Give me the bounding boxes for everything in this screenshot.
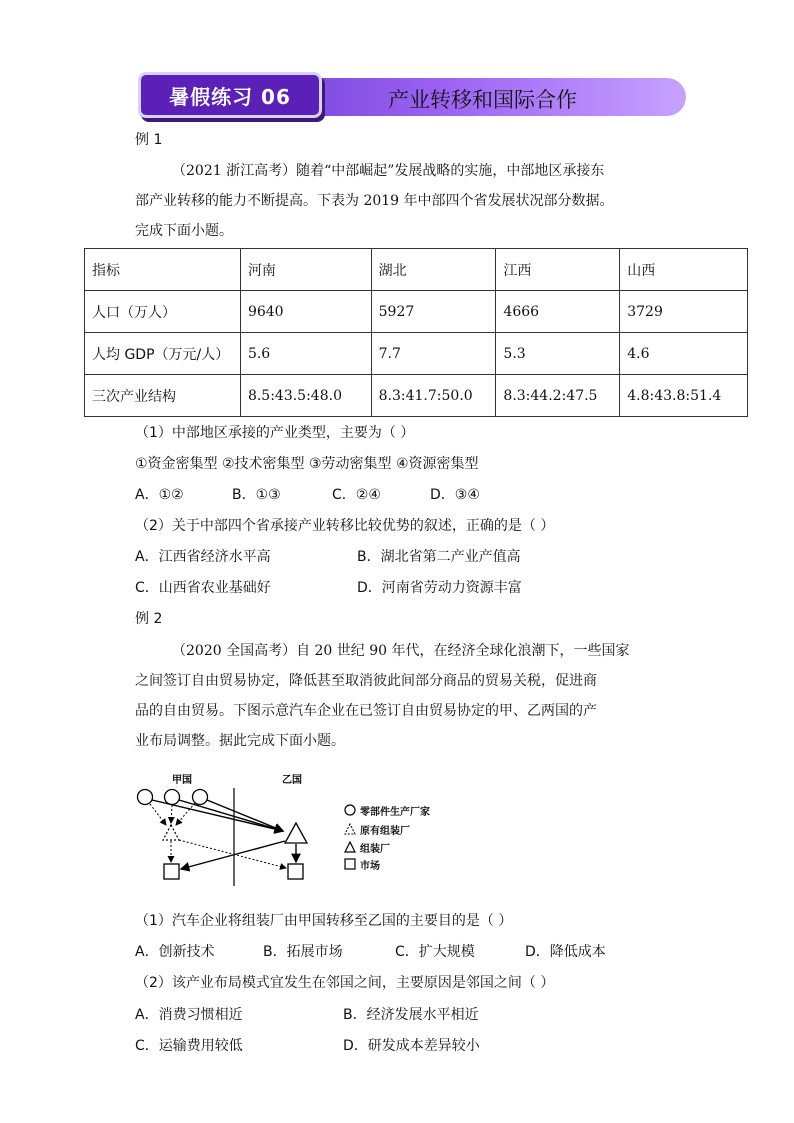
example-1-stem-line-1: （2021 浙江高考）随着“中部崛起”发展战略的实施，中部地区承接东	[172, 163, 605, 179]
dashed-triangle-icon	[344, 823, 356, 835]
option-d: D．降低成本	[525, 944, 606, 960]
table-cell: 8.3:41.7:50.0	[371, 375, 496, 417]
option-b: B．①③	[232, 487, 281, 503]
table-cell: 5.6	[240, 333, 371, 375]
table-cell: 3729	[620, 291, 748, 333]
table-cell: 5927	[371, 291, 496, 333]
dashed-supply-arrow	[171, 805, 172, 823]
table-cell: 7.7	[371, 333, 496, 375]
table-cell: 9640	[240, 291, 371, 333]
table-cell: 8.5:43.5:48.0	[240, 375, 371, 417]
example-1-stem-line-3: 完成下面小题。	[135, 223, 233, 239]
market-icon	[288, 864, 303, 879]
example-2-stem-line-3: 品的自由贸易。下图示意汽车企业在已签订自由贸易协定的甲、乙两国的产	[135, 703, 597, 719]
table-cell: 人口（万人）	[85, 291, 241, 333]
square-icon	[344, 858, 356, 870]
example-1-label: 例 1	[135, 132, 163, 148]
original-assembly-plant-icon	[163, 825, 179, 840]
table-header-cell: 指标	[85, 249, 241, 291]
example-2-stem-line-1: （2020 全国高考）自 20 世纪 90 年代，在经济全球化浪潮下，一些国家	[172, 643, 630, 659]
table-row	[85, 291, 748, 333]
option-a: A．江西省经济水平高	[135, 549, 271, 565]
exercise-tab-label: 暑假练习 06	[169, 84, 291, 109]
table-row	[85, 333, 748, 375]
parts-factory-icon	[138, 790, 153, 805]
province-data-table	[84, 248, 748, 417]
table-cell: 4.6	[620, 333, 748, 375]
country-b-label: 乙国	[282, 775, 302, 786]
dashed-supply-arrow	[150, 804, 166, 825]
page-title: 产业转移和国际合作	[388, 88, 577, 112]
question-2-2-stem: （2）该产业布局模式宜发生在邻国之间，主要原因是邻国之间（ ）	[135, 975, 555, 991]
triangle-icon	[344, 841, 356, 853]
industry-layout-diagram	[130, 768, 450, 888]
option-d: D．研发成本差异较小	[343, 1038, 480, 1054]
dashed-export-arrow	[179, 840, 286, 868]
example-1-stem-line-2: 部产业转移的能力不断提高。下表为 2019 年中部四个省发展状况部分数据。	[135, 193, 614, 209]
legend-label: 零部件生产厂家	[360, 807, 430, 818]
table-cell: 4666	[496, 291, 620, 333]
example-2-stem-line-2: 之间签订自由贸易协定，降低甚至取消彼此间部分商品的贸易关税，促进商	[135, 673, 597, 689]
market-icon	[164, 864, 179, 879]
table-cell: 5.3	[496, 333, 620, 375]
example-2-stem-line-4: 业布局调整。据此完成下面小题。	[135, 733, 345, 749]
option-b: B．拓展市场	[263, 944, 343, 960]
table-row	[85, 375, 748, 417]
option-c: C．运输费用较低	[135, 1038, 243, 1054]
option-a: A．创新技术	[135, 944, 215, 960]
country-a-label: 甲国	[172, 775, 192, 786]
supply-arrow	[179, 800, 283, 831]
option-d: D．③④	[430, 487, 480, 503]
question-1-1-items: ①资金密集型 ②技术密集型 ③劳动密集型 ④资源密集型	[135, 456, 479, 472]
parts-factory-icon	[193, 790, 208, 805]
question-1-1-stem: （1）中部地区承接的产业类型，主要为（ ）	[135, 425, 415, 441]
parts-factory-icon	[165, 790, 180, 805]
table-cell: 4.8:43.8:51.4	[620, 375, 748, 417]
option-a: A．①②	[135, 487, 184, 503]
example-2-label: 例 2	[135, 611, 163, 627]
circle-icon	[344, 804, 356, 816]
option-c: C．山西省农业基础好	[135, 580, 271, 596]
table-header-cell: 山西	[620, 249, 748, 291]
legend-label: 市场	[360, 861, 380, 872]
table-cell: 三次产业结构	[85, 375, 241, 417]
table-cell: 人均 GDP（万元/人）	[85, 333, 241, 375]
legend-label: 原有组装厂	[360, 826, 410, 837]
table-header-cell: 江西	[496, 249, 620, 291]
assembly-plant-icon	[285, 823, 307, 843]
question-1-2-stem: （2）关于中部四个省承接产业转移比较优势的叙述，正确的是（ ）	[135, 518, 555, 534]
legend-label: 组装厂	[360, 844, 390, 855]
export-arrow	[181, 841, 285, 869]
option-b: B．经济发展水平相近	[343, 1007, 479, 1023]
table-cell: 8.3:44.2:47.5	[496, 375, 620, 417]
exercise-tab-badge	[138, 72, 322, 118]
question-2-1-stem: （1）汽车企业将组装厂由甲国转移至乙国的主要目的是（ ）	[135, 913, 513, 929]
option-a: A．消费习惯相近	[135, 1007, 243, 1023]
option-c: C．②④	[332, 487, 381, 503]
option-d: D．河南省劳动力资源丰富	[357, 580, 522, 596]
option-c: C．扩大规模	[395, 944, 475, 960]
table-header-cell: 湖北	[371, 249, 496, 291]
table-header-row	[85, 249, 748, 291]
table-header-cell: 河南	[240, 249, 371, 291]
option-b: B．湖北省第二产业产值高	[357, 549, 521, 565]
diagram-svg	[130, 768, 320, 888]
